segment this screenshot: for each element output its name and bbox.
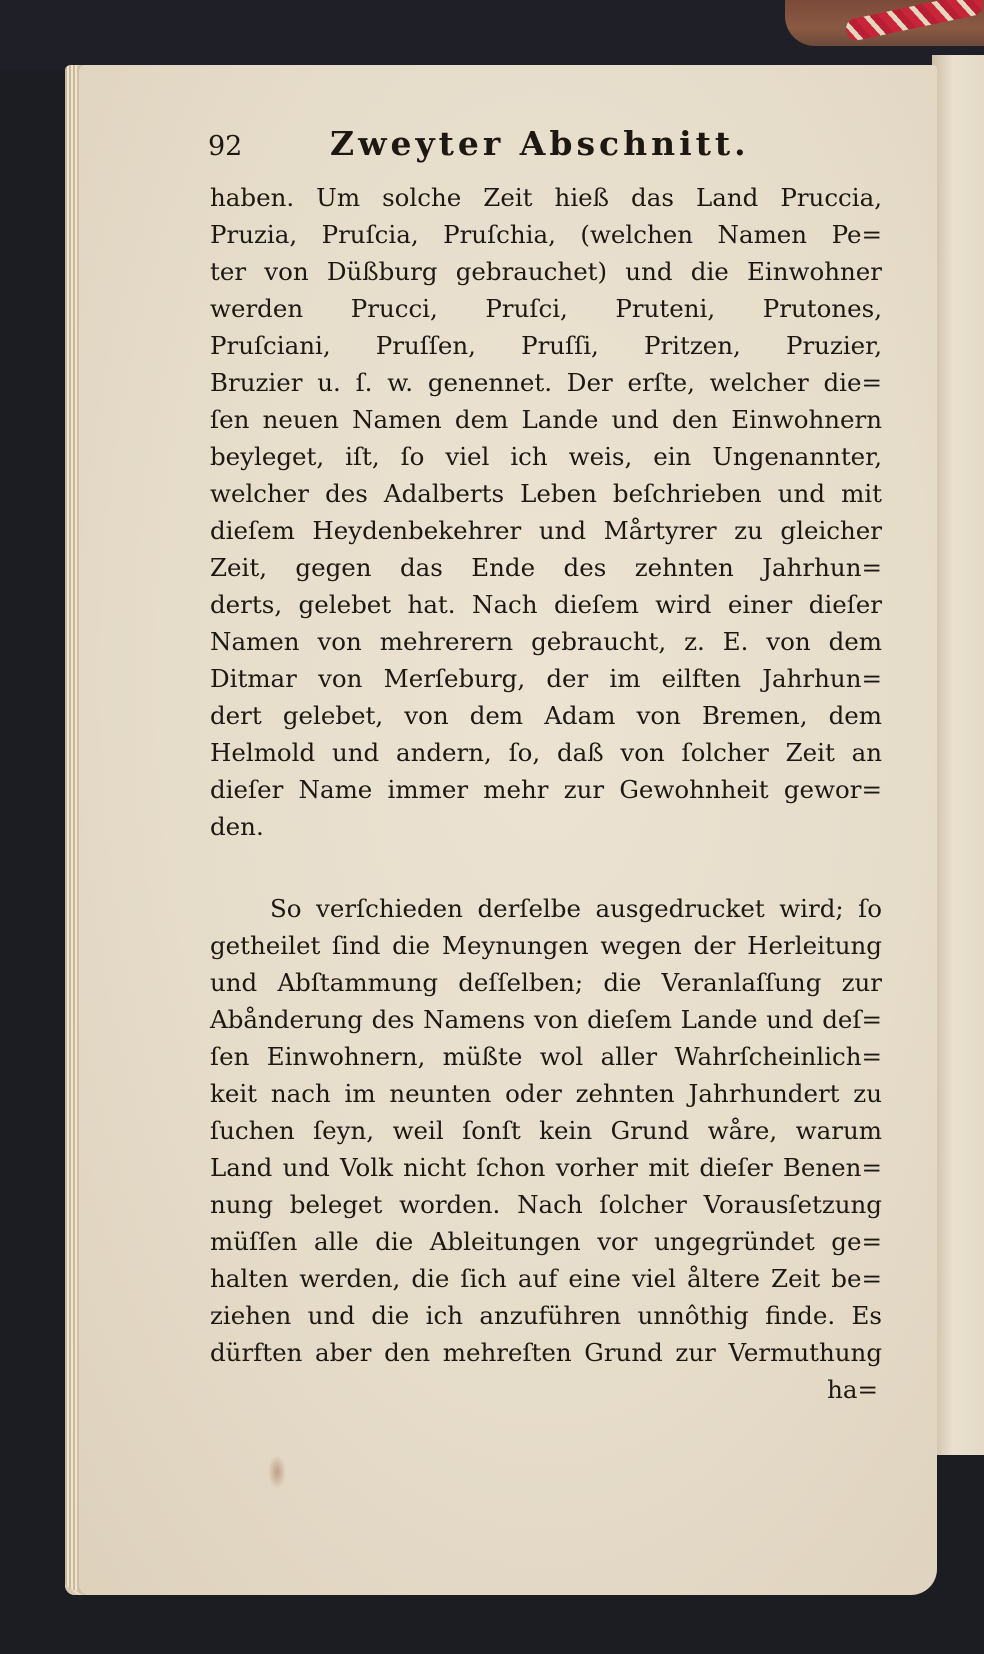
text-line: ſuchen ſeyn, weil ſonſt kein Grund wåre, warum: [210, 1116, 882, 1145]
text-line: und Abſtammung deſſelben; die Veranlaſſung zur: [210, 968, 882, 997]
text-line: ter von Düßburg gebrauchet) und die Einwohner: [210, 257, 882, 286]
catchword: ha=: [827, 1375, 878, 1404]
text-line: Pruzia, Pruſcia, Pruſchia, (welchen Namen Pe=: [210, 220, 882, 249]
text-line: Pruſciani, Pruſſen, Pruſſi, Pritzen, Pruzier,: [210, 331, 882, 360]
text-line: keit nach im neunten oder zehnten Jahrhundert zu: [210, 1079, 882, 1108]
text-line: Helmold und andern, ſo, daß von ſolcher Zeit an: [210, 738, 882, 767]
text-line: dert gelebet, von dem Adam von Bremen, dem: [210, 701, 882, 730]
facing-page-edge: [932, 55, 984, 1455]
text-line: Bruzier u. ſ. w. genennet. Der erſte, welcher die=: [210, 368, 882, 397]
text-line: getheilet ſind die Meynungen wegen der Herleitung: [210, 931, 882, 960]
text-line: Ditmar von Merſeburg, der im eilften Jahrhun=: [210, 664, 882, 693]
text-line: halten werden, die ſich auf eine viel åltere Zeit be=: [210, 1264, 882, 1293]
text-line: dieſem Heydenbekehrer und Mårtyrer zu gleicher: [210, 516, 882, 545]
text-line: ziehen und die ich anzuführen unnôthig finde. Es: [210, 1301, 882, 1330]
paper-stain: [268, 1455, 286, 1489]
text-line: müſſen alle die Ableitungen vor ungegründet ge=: [210, 1227, 882, 1256]
text-line: welcher des Adalberts Leben beſchrieben und mit: [210, 479, 882, 508]
body-text: [210, 179, 882, 1408]
text-line: den.: [210, 812, 264, 841]
paragraph-gap: [210, 845, 882, 890]
text-line: ſen neuen Namen dem Lande und den Einwohnern: [210, 405, 882, 434]
paragraph-1: [210, 179, 882, 845]
text-line: werden Prucci, Pruſci, Pruteni, Prutones,: [210, 294, 882, 323]
text-line: dieſer Name immer mehr zur Gewohnheit gewor=: [210, 775, 882, 804]
paragraph-2: [210, 890, 882, 1371]
text-line: beyleget, iſt, ſo viel ich weis, ein Ungenannter,: [210, 442, 882, 471]
text-line: derts, gelebet hat. Nach dieſem wird einer dieſer: [210, 590, 882, 619]
page-fore-edges: [65, 65, 77, 1590]
text-line: haben. Um solche Zeit hieß das Land Pruccia,: [210, 183, 882, 212]
text-line: nung beleget worden. Nach ſolcher Vorausſetzung: [210, 1190, 882, 1219]
text-line: Land und Volk nicht ſchon vorher mit dieſer Benen=: [210, 1153, 882, 1182]
running-head: Zweyter Abschnitt.: [330, 124, 750, 163]
text-line: dürften aber den mehreſten Grund zur Vermuthung: [210, 1338, 882, 1367]
text-line: ſen Einwohnern, müßte wol aller Wahrſcheinlich=: [210, 1042, 882, 1071]
text-line: Namen von mehrerern gebraucht, z. E. von dem: [210, 627, 882, 656]
page-number: 92: [208, 131, 243, 162]
text-line: Zeit, gegen das Ende des zehnten Jahrhun=: [210, 553, 882, 582]
text-line: Abånderung des Namens von dieſem Lande und deſ=: [210, 1005, 882, 1034]
text-line: So verſchieden derſelbe ausgedrucket wird; ſo: [270, 894, 882, 923]
